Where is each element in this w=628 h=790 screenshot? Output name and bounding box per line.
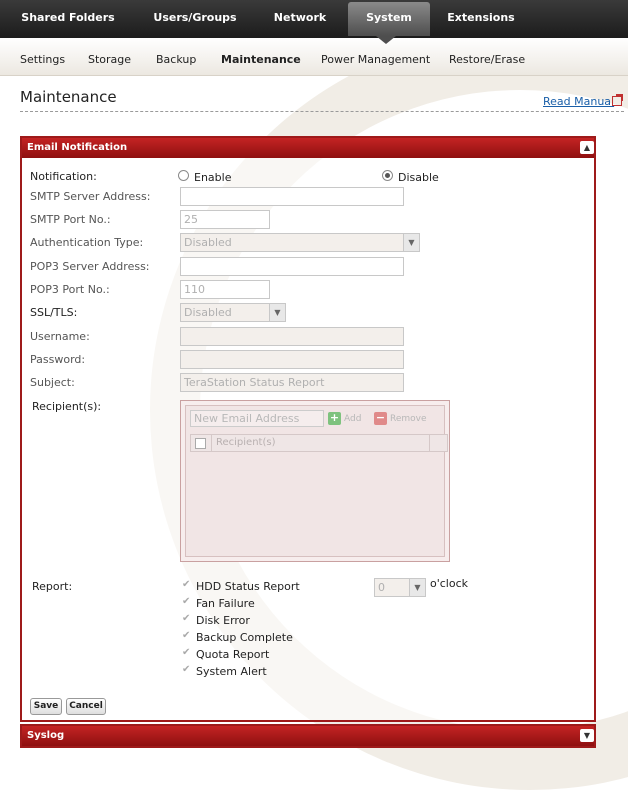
smtp-server-label: SMTP Server Address: [30, 190, 151, 203]
oclock-label: o'clock [430, 577, 469, 590]
top-navigation [0, 0, 628, 38]
tab-network[interactable]: Network [273, 11, 327, 24]
fan-failure-checkbox[interactable]: ✔ [182, 596, 191, 607]
subnav-maintenance[interactable]: Maintenance [221, 53, 301, 66]
syslog-title: Syslog [27, 730, 65, 741]
quota-report-checkbox[interactable]: ✔ [182, 647, 191, 658]
remove-label[interactable]: Remove [390, 414, 427, 424]
tab-shared-folders[interactable]: Shared Folders [21, 11, 115, 24]
system-alert-checkbox[interactable]: ✔ [182, 664, 191, 675]
auth-type-select[interactable] [180, 233, 420, 252]
smtp-port-input[interactable]: 25 [180, 210, 270, 229]
subnav-storage[interactable]: Storage [88, 53, 132, 66]
chevron-down-icon: ▼ [409, 579, 425, 596]
read-manual-link[interactable]: Read Manual [543, 95, 615, 108]
smtp-port-label: SMTP Port No.: [30, 213, 111, 226]
disable-radio[interactable] [382, 170, 393, 181]
syslog-panel-header[interactable] [20, 724, 596, 748]
ssl-tls-label: SSL/TLS: [30, 306, 78, 319]
backup-complete-checkbox[interactable]: ✔ [182, 630, 191, 641]
pop3-port-input[interactable]: 110 [180, 280, 270, 299]
recipients-label: Recipient(s): [32, 400, 102, 413]
add-label[interactable]: Add [344, 414, 362, 424]
report-hour-select[interactable] [374, 578, 426, 597]
ssl-tls-value: Disabled [184, 306, 232, 319]
disable-label: Disable [398, 171, 439, 184]
page-title: Maintenance [20, 88, 117, 106]
save-button[interactable]: Save [30, 698, 62, 715]
system-alert-label: System Alert [196, 665, 267, 678]
select-all-checkbox[interactable] [195, 438, 206, 449]
subnav-settings[interactable]: Settings [20, 53, 66, 66]
username-input[interactable] [180, 327, 404, 346]
recipients-grid-header [190, 434, 448, 452]
hdd-status-checkbox[interactable]: ✔ [182, 579, 191, 590]
password-label: Password: [30, 353, 86, 366]
new-email-input[interactable]: New Email Address [190, 410, 324, 427]
chevron-down-icon: ▼ [269, 304, 285, 321]
recipients-column-header: Recipient(s) [216, 437, 276, 448]
panel-title: Email Notification [27, 142, 128, 153]
tab-users-groups[interactable]: Users/Groups [153, 11, 237, 24]
panel-header [22, 138, 594, 158]
disk-error-checkbox[interactable]: ✔ [182, 613, 191, 624]
recipients-inner [185, 405, 445, 557]
title-divider [20, 111, 624, 112]
enable-label: Enable [194, 171, 232, 184]
username-label: Username: [30, 330, 90, 343]
fan-failure-label: Fan Failure [196, 597, 255, 610]
subject-label: Subject: [30, 376, 75, 389]
remove-icon[interactable]: − [375, 411, 386, 424]
sub-navigation [0, 38, 628, 76]
backup-complete-label: Backup Complete [196, 631, 293, 644]
pop3-server-label: POP3 Server Address: [30, 260, 150, 273]
smtp-server-input[interactable] [180, 187, 404, 206]
expand-down-icon[interactable]: ▼ [580, 729, 594, 742]
ssl-tls-select[interactable] [180, 303, 286, 322]
chevron-down-icon: ▼ [403, 234, 419, 251]
external-link-icon[interactable] [612, 96, 622, 106]
subnav-restore-erase[interactable]: Restore/Erase [449, 53, 526, 66]
tab-system[interactable]: System [348, 2, 430, 36]
report-label: Report: [32, 580, 73, 593]
report-hour-value: 0 [378, 581, 385, 594]
auth-type-label: Authentication Type: [30, 236, 144, 249]
auth-type-value: Disabled [184, 236, 232, 249]
password-input[interactable] [180, 350, 404, 369]
active-tab-indicator [376, 36, 396, 44]
collapse-up-icon[interactable]: ▲ [580, 141, 594, 154]
disk-error-label: Disk Error [196, 614, 250, 627]
notification-label: Notification: [30, 170, 97, 183]
subnav-power-management[interactable]: Power Management [321, 53, 431, 66]
enable-radio[interactable] [178, 170, 189, 181]
add-icon[interactable]: + [329, 411, 340, 424]
pop3-port-label: POP3 Port No.: [30, 283, 110, 296]
hdd-status-label: HDD Status Report [196, 580, 300, 593]
tab-extensions[interactable]: Extensions [447, 11, 515, 24]
recipients-box [180, 400, 450, 562]
cancel-button[interactable]: Cancel [66, 698, 106, 715]
email-notification-panel [20, 136, 596, 722]
subnav-backup[interactable]: Backup [156, 53, 197, 66]
pop3-server-input[interactable] [180, 257, 404, 276]
subject-input[interactable]: TeraStation Status Report [180, 373, 404, 392]
quota-report-label: Quota Report [196, 648, 270, 661]
